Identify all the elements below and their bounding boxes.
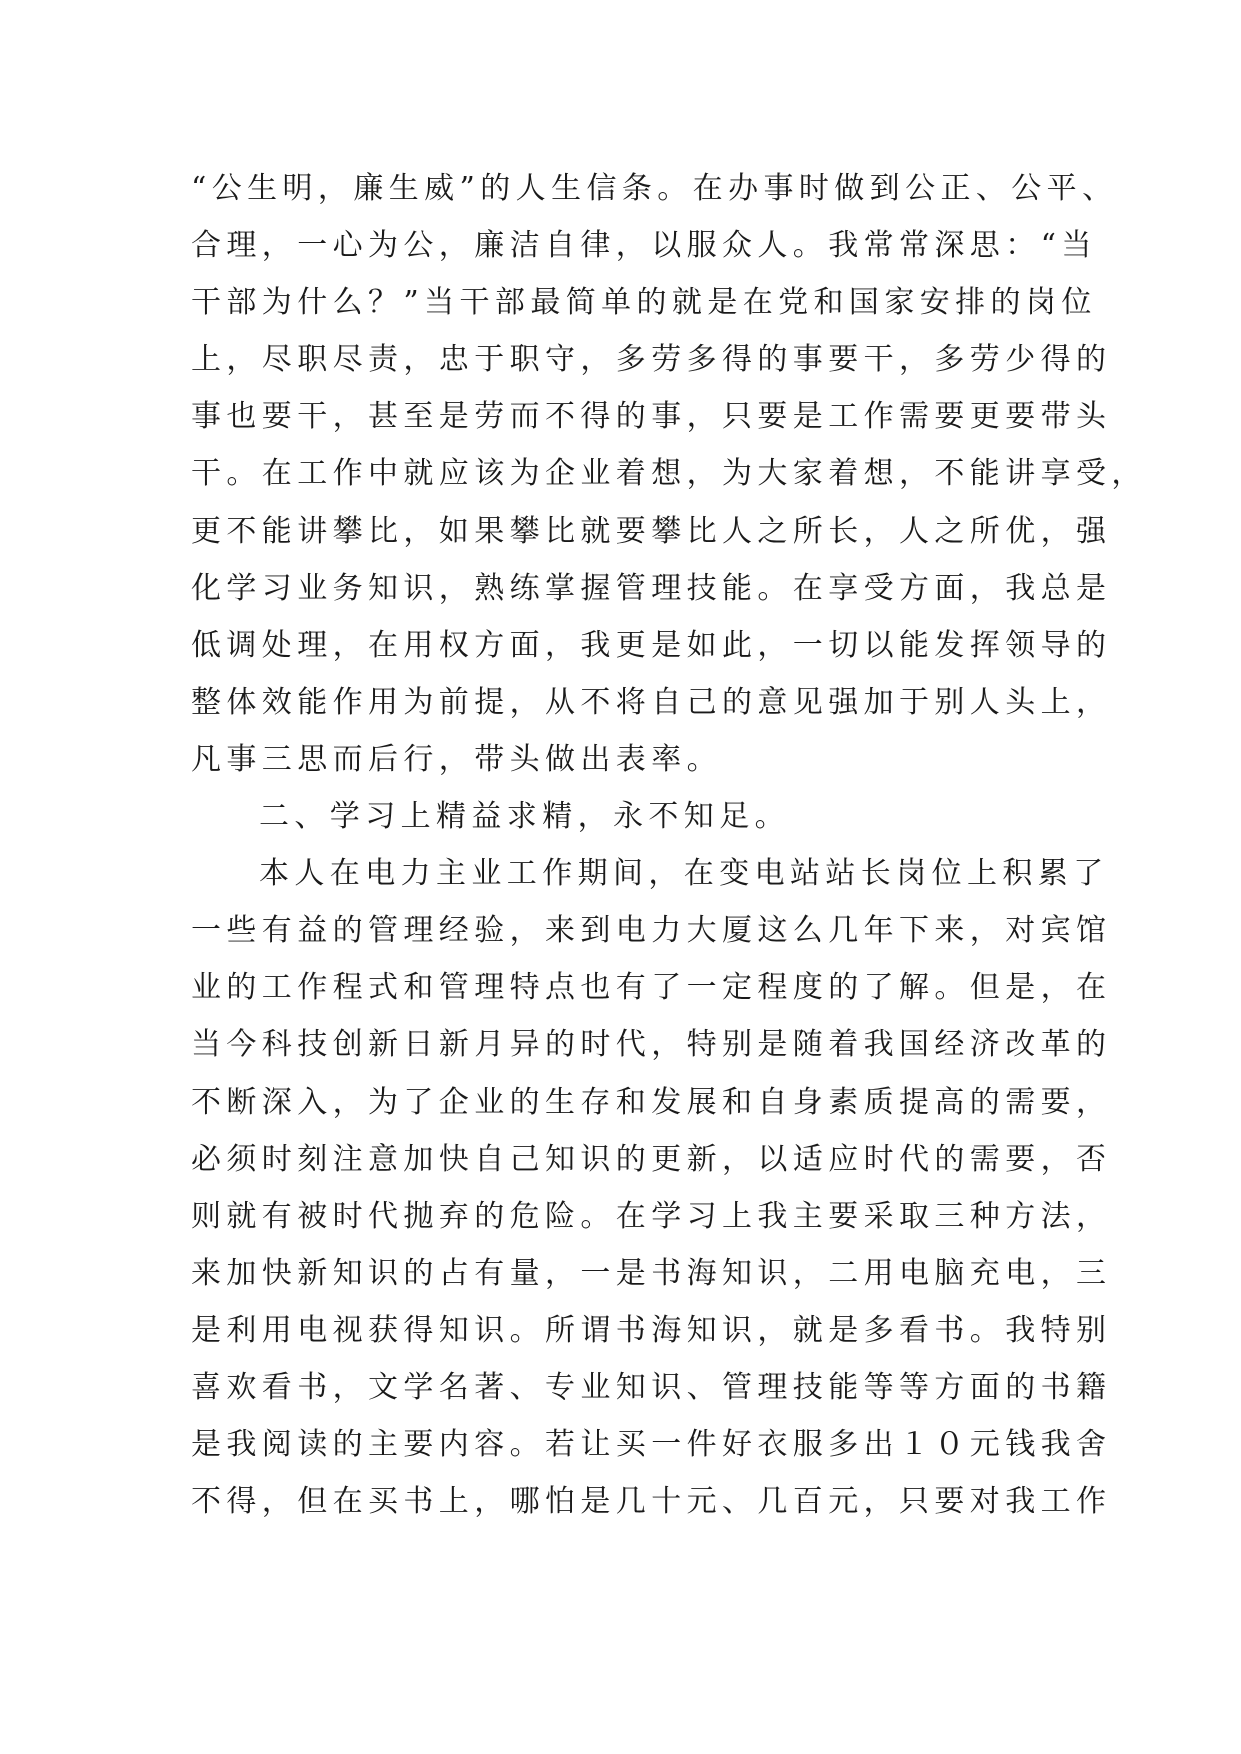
text-line: 合理，一心为公，廉洁自律，以服众人。我常常深思：“当 — [191, 228, 1097, 264]
text-line: “公生明，廉生威”的人生信条。在办事时做到公正、公平、 — [191, 171, 1118, 206]
text-line: 事也要干，甚至是劳而不得的事，只要是工作需要更要带头 — [191, 399, 1112, 435]
text-line: 业的工作程式和管理特点也有了一定程度的了解。但是，在 — [191, 970, 1112, 1006]
text-line: 凡事三思而后行，带头做出表率。 — [191, 741, 722, 777]
text-line: 更不能讲攀比，如果攀比就要攀比人之所长，人之所优，强 — [191, 513, 1112, 549]
text-line: 来加快新知识的占有量，一是书海知识，二用电脑充电，三 — [191, 1255, 1112, 1291]
text-line: 一些有益的管理经验，来到电力大厦这么几年下来，对宾馆 — [191, 913, 1112, 949]
text-line: 必须时刻注意加快自己知识的更新，以适应时代的需要，否 — [191, 1141, 1112, 1177]
text-line: 当今科技创新日新月异的时代，特别是随着我国经济改革的 — [191, 1027, 1112, 1063]
text-line: 不断深入，为了企业的生存和发展和自身素质提高的需要， — [191, 1084, 1112, 1120]
section-heading: 二、学习上精益求精，永不知足。 — [259, 799, 790, 835]
text-line: 整体效能作用为前提，从不将自己的意见强加于别人头上， — [191, 684, 1112, 720]
text-line: 化学习业务知识，熟练掌握管理技能。在享受方面，我总是 — [191, 570, 1112, 606]
paragraph-first-line: 本人在电力主业工作期间，在变电站站长岗位上积累了 — [259, 856, 1109, 892]
text-line: 不得，但在买书上，哪怕是几十元、几百元，只要对我工作 — [191, 1484, 1112, 1520]
text-line: 低调处理，在用权方面，我更是如此，一切以能发挥领导的 — [191, 627, 1112, 663]
text-line: 上，尽职尽责，忠于职守，多劳多得的事要干，多劳少得的 — [191, 342, 1112, 378]
text-line: 是利用电视获得知识。所谓书海知识，就是多看书。我特别 — [191, 1312, 1112, 1348]
text-line: 干部为什么？”当干部最简单的就是在党和国家安排的岗位 — [191, 285, 1097, 321]
text-line: 喜欢看书，文学名著、专业知识、管理技能等等方面的书籍 — [191, 1369, 1112, 1405]
text-line: 干。在工作中就应该为企业着想，为大家着想，不能讲享受， — [191, 456, 1147, 492]
text-line: 是我阅读的主要内容。若让买一件好衣服多出１０元钱我舍 — [191, 1427, 1112, 1463]
body-text — [191, 160, 1147, 1530]
text-line: 则就有被时代抛弃的危险。在学习上我主要采取三种方法， — [191, 1198, 1112, 1234]
